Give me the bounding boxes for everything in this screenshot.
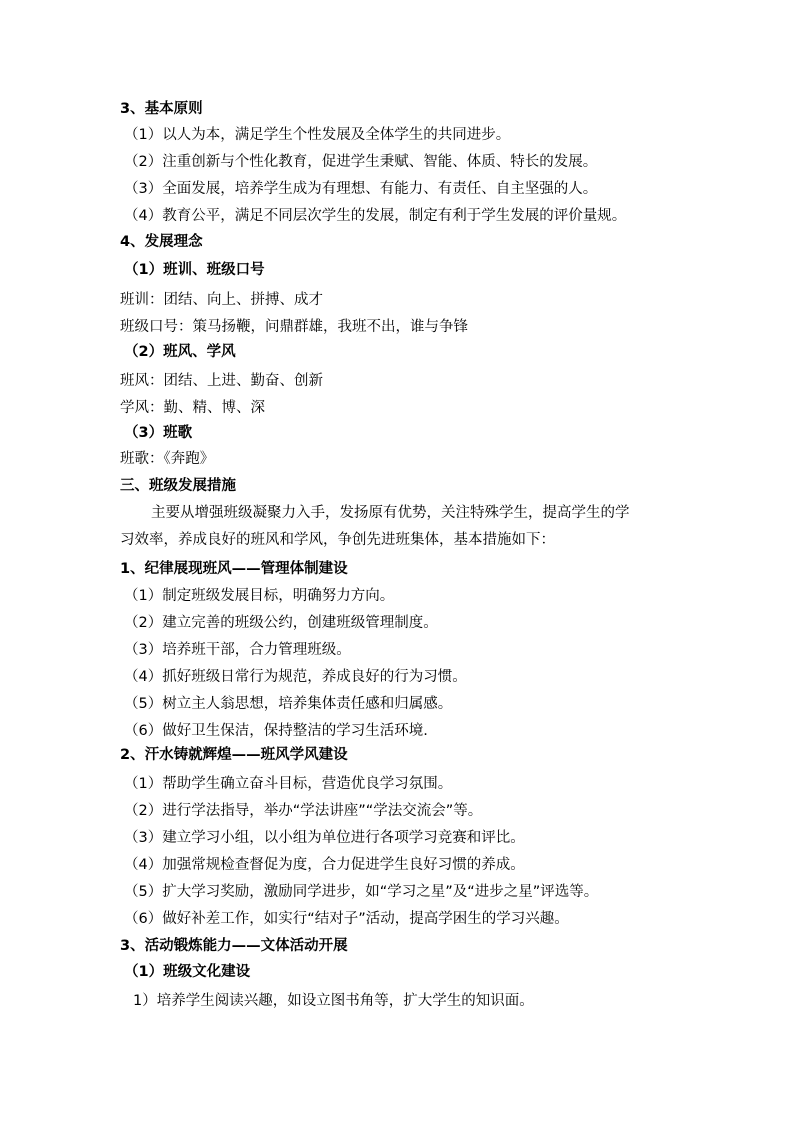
study-style-text: 学风：勤、精、博、深: [120, 400, 265, 416]
heading-basic-principles: 3、基本原则: [120, 101, 203, 117]
study-item-3: （3）建立学习小组，以小组为单位进行各项学习竞赛和评比。: [124, 830, 525, 846]
class-style-text: 班风：团结、上进、勤奋、创新: [120, 373, 323, 389]
principle-item-3: （3）全面发展，培养学生成为有理想、有能力、有责任、自主坚强的人。: [124, 181, 598, 197]
class-song-text: 班歌：《奔跑》: [120, 451, 215, 467]
heading-development-concept: 4、发展理念: [120, 234, 203, 250]
culture-item-1: 1）培养学生阅读兴趣，如设立图书角等，扩大学生的知识面。: [133, 993, 534, 1009]
heading-discipline: 1、纪律展现班风——管理体制建设: [120, 561, 348, 577]
discipline-item-5: （5）树立主人翁思想，培养集体责任感和归属感。: [124, 696, 453, 712]
discipline-item-3: （3）培养班干部，合力管理班级。: [124, 642, 351, 658]
measures-intro-line-1: 主要从增强班级凝聚力入手，发扬原有优势，关注特殊学生，提高学生的学: [151, 505, 630, 521]
study-item-6: （6）做好补差工作，如实行“结对子”活动，提高学困生的学习兴趣。: [124, 911, 569, 927]
principle-item-2: （2）注重创新与个性化教育，促进学生秉赋、智能、体质、特长的发展。: [124, 154, 598, 170]
study-item-2: （2）进行学法指导，举办“学法讲座”“学法交流会”等。: [124, 803, 483, 819]
principle-item-1: （1）以人为本，满足学生个性发展及全体学生的共同进步。: [124, 127, 511, 143]
discipline-item-2: （2）建立完善的班级公约，创建班级管理制度。: [124, 615, 438, 631]
subheading-class-song: （3）班歌: [124, 425, 193, 441]
discipline-item-4: （4）抓好班级日常行为规范，养成良好的行为习惯。: [124, 669, 467, 685]
study-item-4: （4）加强常规检查督促为度，合力促进学生良好习惯的养成。: [124, 857, 525, 873]
study-item-5: （5）扩大学习奖励，激励同学进步，如“学习之星”及“进步之星”评选等。: [124, 884, 599, 900]
discipline-item-1: （1）制定班级发展目标，明确努力方向。: [124, 588, 395, 604]
heading-study-style: 2、汗水铸就辉煌——班风学风建设: [120, 747, 348, 763]
subheading-class-culture: （1）班级文化建设: [124, 964, 251, 980]
class-motto-text: 班训：团结、向上、拼搏、成才: [120, 292, 323, 308]
class-slogan-text: 班级口号：策马扬鞭，问鼎群雄，我班不出，谁与争锋: [120, 319, 468, 335]
principle-item-4: （4）教育公平，满足不同层次学生的发展，制定有利于学生发展的评价量规。: [124, 208, 627, 224]
subheading-class-style: （2）班风、学风: [124, 344, 236, 360]
subheading-class-motto: （1）班训、班级口号: [124, 262, 265, 278]
heading-development-measures: 三、班级发展措施: [120, 478, 236, 494]
discipline-item-6: （6）做好卫生保洁，保持整洁的学习生活环境.: [124, 723, 428, 739]
heading-activities: 3、活动锻炼能力——文体活动开展: [120, 938, 348, 954]
measures-intro-line-2: 习效率，养成良好的班风和学风，争创先进班集体，基本措施如下：: [120, 532, 555, 548]
study-item-1: （1）帮助学生确立奋斗目标，营造优良学习氛围。: [124, 776, 453, 792]
